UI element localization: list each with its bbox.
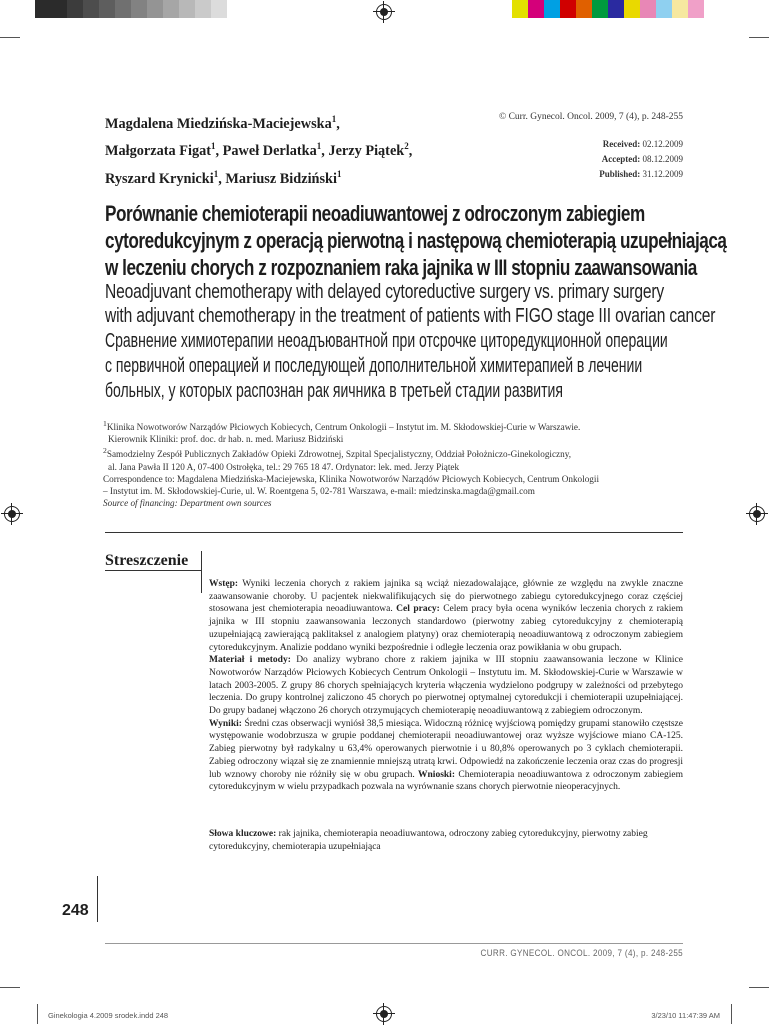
- title-pl-line: Porównanie chemioterapii neoadiuwantowej z odroczonym zabiegiem: [105, 201, 645, 226]
- correspondence: Correspondence to: Magdalena Miedzińska-Maciejewska, Klinika Nowotworów Narządów Płciowych Kobiecych, Centrum Onkologii: [103, 473, 599, 484]
- accepted-label: Accepted:: [601, 154, 641, 164]
- title-pl-line: cytoredukcyjnym z operacją pierwotną i następową chemioterapią uzupełniającą: [105, 228, 727, 253]
- author-name: Małgorzata Figat: [105, 143, 211, 160]
- crop-mark: [37, 1004, 38, 1024]
- abstract-text: Celem pracy była ocena wyników leczenia chorych z rakiem jajnika w III stopniu zaawansowania leczonych standardowo (pierwotny zabieg cytoredukcyjny z chemioterapią uzupełniającą zawierającą paklitaksel z analogiem platyny) oraz chemioterapią neoadiuwantową z odroczonym zabiegiem cytoredukcyjnym. Analizie poddano wyniki bezpośrednie i odległe leczenia oraz powikłania w obu grupach.: [209, 604, 683, 653]
- correspondence: – Instytut im. M. Skłodowskiej-Curie, ul. W. Roentgena 5, 02-781 Warszawa, e-mail: miedzinska.magda@gmail.com: [103, 486, 535, 497]
- footer-rule: [105, 943, 683, 944]
- title-ru-line: с первичной операцией и последующей дополнительной химитерапией в лечении: [105, 355, 643, 377]
- color-swatch: [640, 0, 656, 18]
- color-swatch: [672, 0, 688, 18]
- author-name: Ryszard Krynicki: [105, 170, 214, 187]
- grayscale-color-bar: [35, 0, 227, 18]
- color-swatch: [560, 0, 576, 18]
- abstract-paragraph: [209, 718, 683, 794]
- crop-mark: [0, 37, 20, 38]
- affiliation-sup: 1: [211, 141, 216, 152]
- running-footer: CURR. GYNECOL. ONCOL. 2009, 7 (4), p. 248-255: [480, 948, 683, 959]
- affiliations: [103, 418, 683, 510]
- title-russian: [105, 329, 668, 404]
- accepted-value: 08.12.2009: [642, 154, 683, 164]
- affiliation-sup: 1: [316, 141, 322, 152]
- affiliation-text: Samodzielny Zespół Publicznych Zakładów Opieki Zdrowotnej, Szpital Specjalistyczny, Oddział Położniczo-Ginekologiczny,: [106, 449, 572, 460]
- registration-mark-icon: [376, 1006, 392, 1022]
- color-swatch: [624, 0, 640, 18]
- color-swatch: [512, 0, 528, 18]
- separator: ,: [321, 143, 329, 160]
- affiliation-text: al. Jana Pawła II 120 A, 07-400 Ostrołęka, tel.: 29 765 18 47. Ordynator: lek. med. Jerzy Piątek: [108, 461, 460, 472]
- author-line-1: [105, 108, 465, 135]
- affiliation-sup: 1: [103, 419, 107, 428]
- gray-swatch: [163, 0, 179, 18]
- crop-mark: [749, 37, 769, 38]
- section-title: Streszczenie: [105, 552, 189, 569]
- abstract-text: Wyniki leczenia chorych z rakiem jajnika są wciąż niezadowalające, głównie ze względu na zwykle znaczne zaawansowanie choroby. U pacjentek niekwalifikujących się do pierwotnego zabiegu cytoredukcyjnego coraz częściej stosowana jest chemioterapia neoadiuwantowa.: [209, 579, 683, 615]
- color-swatch: [544, 0, 560, 18]
- page-number-rule: [97, 876, 98, 922]
- abstract-heading: Wyniki:: [209, 718, 242, 729]
- accepted-date: [520, 152, 683, 167]
- gray-swatch: [147, 0, 163, 18]
- affiliation-sup: 2: [404, 141, 409, 152]
- title-polish: [105, 200, 727, 281]
- abstract-paragraph: [209, 654, 683, 718]
- gray-swatch: [211, 0, 227, 18]
- title-pl-line: w leczeniu chorych z rozpoznaniem raka jajnika w III stopniu zaawansowania: [105, 255, 697, 280]
- color-swatch: [608, 0, 624, 18]
- page-number: 248: [62, 902, 89, 919]
- affiliation-sup: 1: [213, 168, 219, 179]
- title-ru-line: Сравнение химиотерапии неоадъювантной при отсрочке циторедукционной операции: [105, 330, 668, 352]
- author-name: Jerzy Piątek: [328, 143, 405, 160]
- registration-mark-icon: [4, 506, 20, 522]
- section-rule: [105, 570, 201, 571]
- separator: ,: [215, 143, 223, 160]
- gray-swatch: [115, 0, 131, 18]
- received-date: [520, 137, 683, 152]
- abstract-heading: Wstęp:: [209, 579, 239, 589]
- journal-citation: © Curr. Gynecol. Oncol. 2009, 7 (4), p. 248-255: [499, 112, 683, 122]
- separator: ,: [218, 170, 226, 187]
- received-label: Received:: [602, 139, 641, 149]
- abstract-heading: Wnioski:: [414, 769, 455, 780]
- crop-mark: [749, 987, 769, 988]
- keywords-label: Słowa kluczowe:: [209, 829, 277, 839]
- gray-swatch: [67, 0, 83, 18]
- affiliation-sup: 1: [331, 114, 337, 124]
- gray-swatch: [35, 0, 51, 18]
- slug-filename: Ginekologia 4.2009 srodek.indd 248: [48, 1011, 169, 1020]
- title-en-line: with adjuvant chemotherapy in the treatment of patients with FIGO stage III ovarian cancer: [105, 305, 716, 327]
- color-swatch: [592, 0, 608, 18]
- color-swatch: [576, 0, 592, 18]
- crop-mark: [0, 987, 20, 988]
- published-value: 31.12.2009: [642, 169, 683, 179]
- color-swatch: [688, 0, 704, 18]
- affiliation-sup: 2: [103, 446, 107, 456]
- published-label: Published:: [599, 169, 641, 179]
- abstract-paragraph: [209, 578, 683, 654]
- gray-swatch: [99, 0, 115, 18]
- affiliation-text: Kierownik Kliniki: prof. doc. dr hab. n. med. Mariusz Bidziński: [108, 434, 344, 445]
- affiliation-text: Klinika Nowotworów Narządów Płciowych Kobiecych, Centrum Onkologii – Instytut im. M. Skłodowskiej-Curie w Warszawie.: [106, 422, 581, 433]
- author-name: Paweł Derlatka: [222, 143, 317, 160]
- abstract-heading: Materiał i metody:: [209, 655, 291, 666]
- abstract-text: Średni czas obserwacji wyniósł 38,5 miesiąca. Widoczną różnicę wyjściową pomiędzy grupami stanowiło częstsze występowanie wodobrzusza w grupie poddanej chemioterapii neoadiuwantowej oraz wyższe wyjściowe miano CA-125. Zabieg pierwotny był radykalny u 63,4% operowanych pierwotnie i u 80,8% operowanych po 3 cyklach chemioterapii. Zabieg odroczony wiązał się ze znamiennie mniejszą utratą krwi. Odpowiedź na zakończenie leczenia oraz czas do progresji lub wznowy choroby nie różniły się w obu grupach.: [209, 718, 683, 780]
- author-name: Magdalena Miedzińska-Maciejewska: [105, 115, 332, 132]
- title-english: [105, 280, 715, 328]
- separator: ,: [336, 115, 340, 132]
- abstract: [209, 578, 683, 794]
- abstract-text: Do analizy wybrano chore z rakiem jajnika w III stopniu zaawansowania leczone w Klinice Nowotworów Narządów Płciowych Kobiecych Centrum Onkologii – Instytutu im. M. Skłodowskiej-Curie w Warszawie w latach 2003-2005. Z grupy 86 chorych spełniających kryteria włączenia wydzielono podgrupy w zależności od przebytego leczenia. Do grupy kontrolnej zaliczono 45 chorych po pierwotnej optymalnej cytoredukcji i chemioterapii uzupełniającej. Do grupy badanej włączono 26 chorych otrzymujących chemioterapię neoadiuwantową z zabiegiem odroczonym.: [209, 655, 683, 717]
- cmyk-color-bar: [512, 0, 704, 18]
- affiliation-1: [103, 418, 683, 433]
- author-line-3: [105, 163, 465, 190]
- abstract-heading: Cel pracy:: [392, 604, 440, 615]
- keywords: [209, 828, 683, 853]
- keywords-text: rak jajnika, chemioterapia neoadiuwantowa, odroczony zabieg cytoredukcyjny, pierwotny zabieg cytoredukcyjny, chemioterapia uzupełniająca: [209, 829, 648, 852]
- article-dates: [520, 137, 683, 182]
- published-date: [520, 167, 683, 182]
- crop-mark: [731, 1004, 732, 1024]
- slug-timestamp: 3/23/10 11:47:39 AM: [651, 1011, 720, 1020]
- author-line-2: [105, 135, 465, 162]
- registration-mark-icon: [749, 506, 765, 522]
- author-name: Mariusz Bidziński: [225, 170, 337, 187]
- separator: ,: [408, 143, 413, 160]
- affiliation-2: [103, 445, 683, 460]
- gray-swatch: [51, 0, 67, 18]
- registration-mark-icon: [376, 4, 392, 20]
- abstract-text: Chemioterapia neoadiuwantowa z odroczonym zabiegiem cytoredukcyjnym w wielu przypadkach pozwala na wyrównanie szans chorych pierwotnie nieoperacyjnych.: [209, 769, 683, 793]
- color-swatch: [656, 0, 672, 18]
- gray-swatch: [195, 0, 211, 18]
- gray-swatch: [179, 0, 195, 18]
- affiliation-sup: 1: [337, 168, 342, 179]
- title-ru-line: больных, у которых распознан рак яичника в третьей стадии развития: [105, 380, 563, 402]
- financing-source: Source of financing: Department own sources: [103, 498, 272, 509]
- title-en-line: Neoadjuvant chemotherapy with delayed cytoreductive surgery vs. primary surgery: [105, 281, 665, 303]
- color-swatch: [528, 0, 544, 18]
- received-value: 02.12.2009: [642, 139, 683, 149]
- author-list: [105, 108, 465, 190]
- gray-swatch: [83, 0, 99, 18]
- section-rule: [105, 532, 683, 533]
- section-divider: [201, 551, 202, 593]
- gray-swatch: [131, 0, 147, 18]
